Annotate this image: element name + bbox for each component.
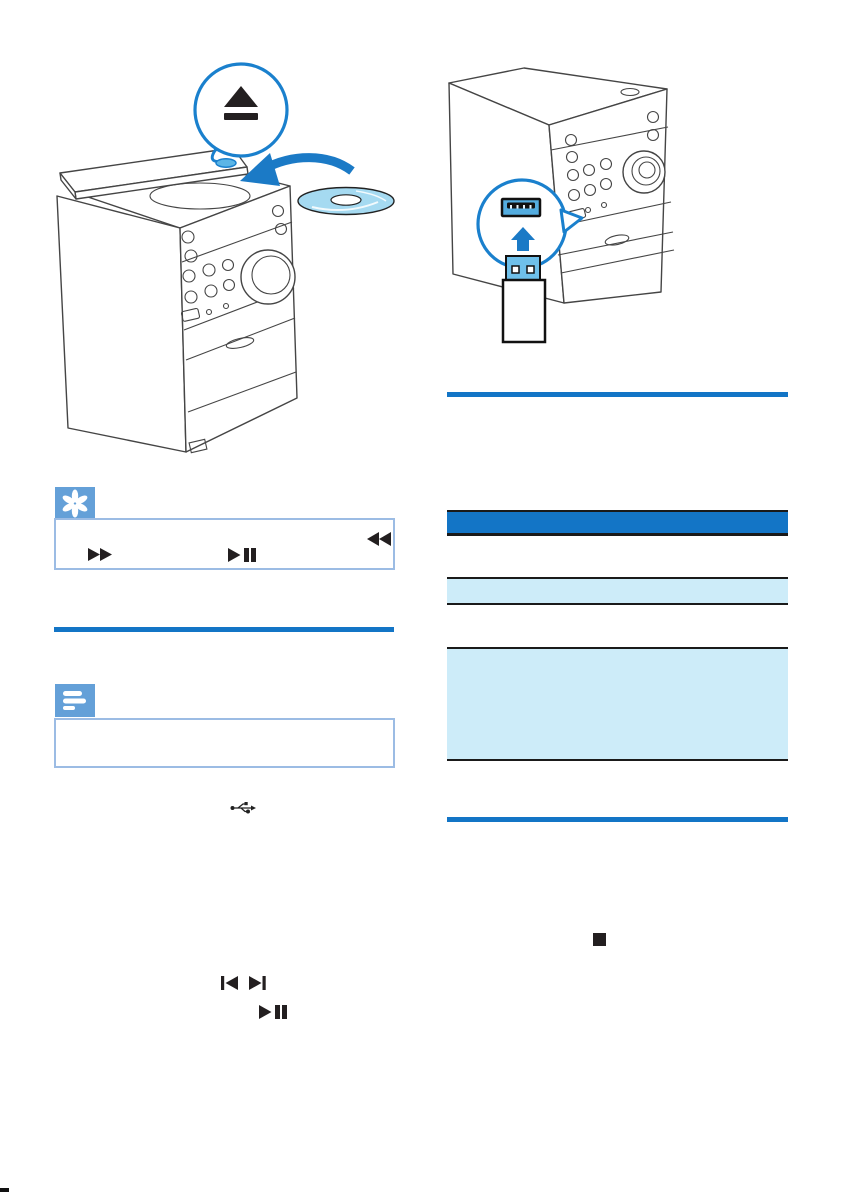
table-header-row [447,510,788,536]
disc-loading-illustration [40,55,410,455]
right-section-divider-bottom [447,817,788,822]
usb-connection-illustration [445,50,795,395]
cd-disc [298,188,394,215]
stop-icon [593,933,606,946]
tip-box [54,518,395,570]
previous-next-track-icons [221,976,267,990]
rewind-icon [367,532,391,546]
insert-disc-arrow [240,153,352,186]
usb-trident-icon [230,800,256,814]
unit-front-face [180,186,297,452]
usb-flash-drive [503,256,545,342]
page-corner-mark [0,1188,9,1192]
table-row [447,536,788,577]
note-box [54,718,395,768]
play-pause-icon [259,1005,287,1019]
play-pause-icon [228,548,256,562]
unit-side-face [57,196,186,452]
right-section-divider-top [447,392,788,397]
note-lines-icon [55,684,95,717]
table-row [447,605,788,647]
fast-forward-icon [88,548,112,561]
next-track-icon [249,976,266,990]
compatibility-table [447,510,788,761]
table-row [447,577,788,605]
table-row [447,647,788,761]
volume-knob [241,250,295,304]
eject-button [216,159,236,167]
usb-port-icon [502,199,540,216]
previous-track-icon [221,976,238,990]
left-section-divider [54,627,394,632]
volume-knob [623,151,665,193]
tip-asterisk-icon [55,487,95,520]
